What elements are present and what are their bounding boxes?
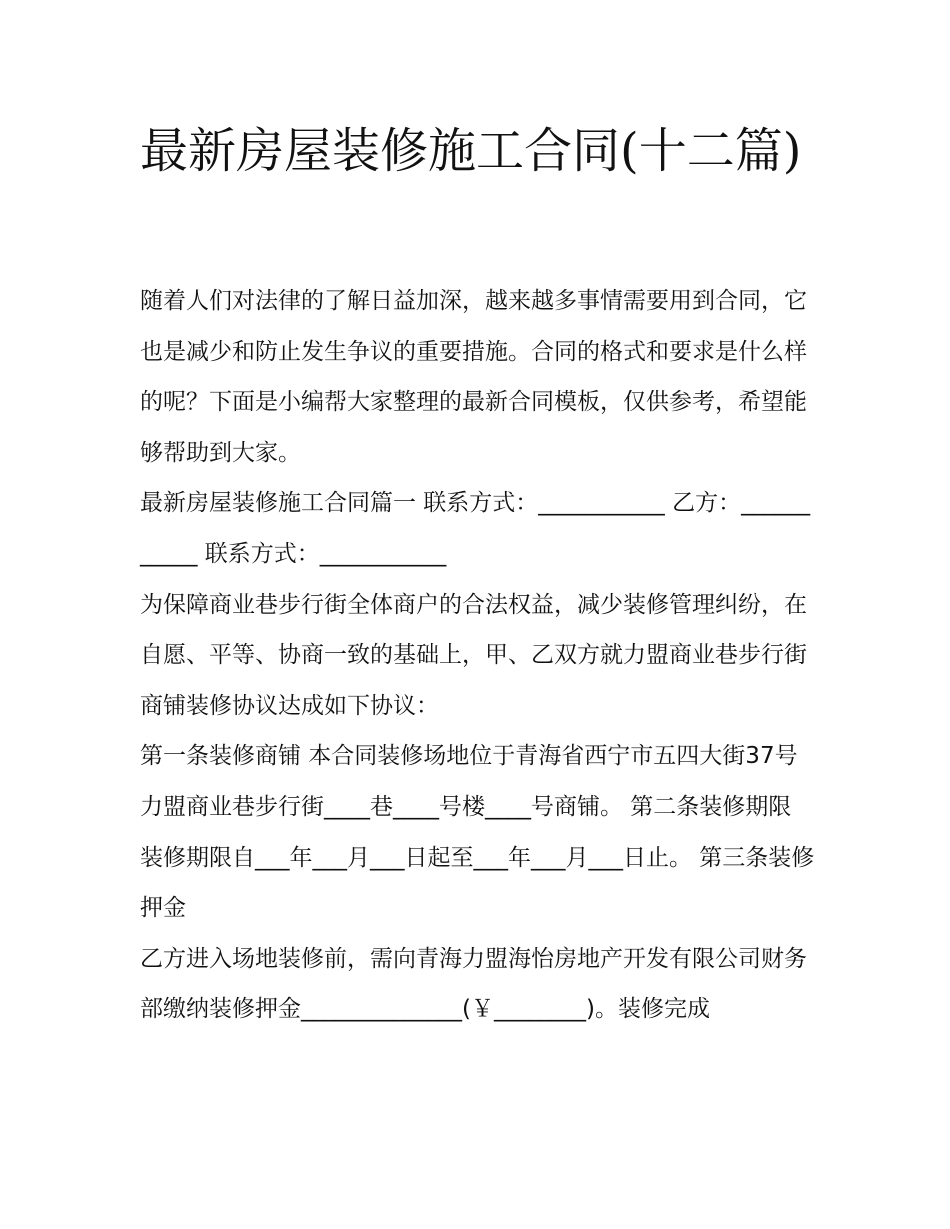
purpose-paragraph: 为保障商业巷步行街全体商户的合法权益，减少装修管理纠纷，在自愿、平等、协商一致的基础上，甲、乙双方就力盟商业巷步行街商铺装修协议达成如下协议： <box>140 591 807 719</box>
deposit-paragraph: 乙方进入场地装修前，需向青海力盟海怡房地产开发有限公司财务部缴纳装修押金______________(￥________)。装修完成 <box>140 945 807 1023</box>
document-body <box>140 276 820 1035</box>
document-title: 最新房屋装修施工合同(十二篇) <box>140 123 802 179</box>
contract-one-contact-paragraph: 最新房屋装修施工合同篇一 联系方式：___________ 乙方：___________ 联系方式：___________ <box>140 490 811 567</box>
article-one-paragraph: 第一条装修商铺 本合同装修场地位于青海省西宁市五四大街37号力盟商业巷步行街____巷____号楼____号商铺。 第二条装修期限 <box>140 743 798 820</box>
renovation-period-paragraph: 装修期限自___年___月___日起至___年___月___日止。 第三条装修押金 <box>140 844 815 922</box>
intro-paragraph: 随着人们对法律的了解日益加深，越来越多事情需要用到合同，它也是减少和防止发生争议的重要措施。合同的格式和要求是什么样的呢？下面是小编帮大家整理的最新合同模板，仅供参考，希望能够帮助到大家。 <box>140 288 807 466</box>
